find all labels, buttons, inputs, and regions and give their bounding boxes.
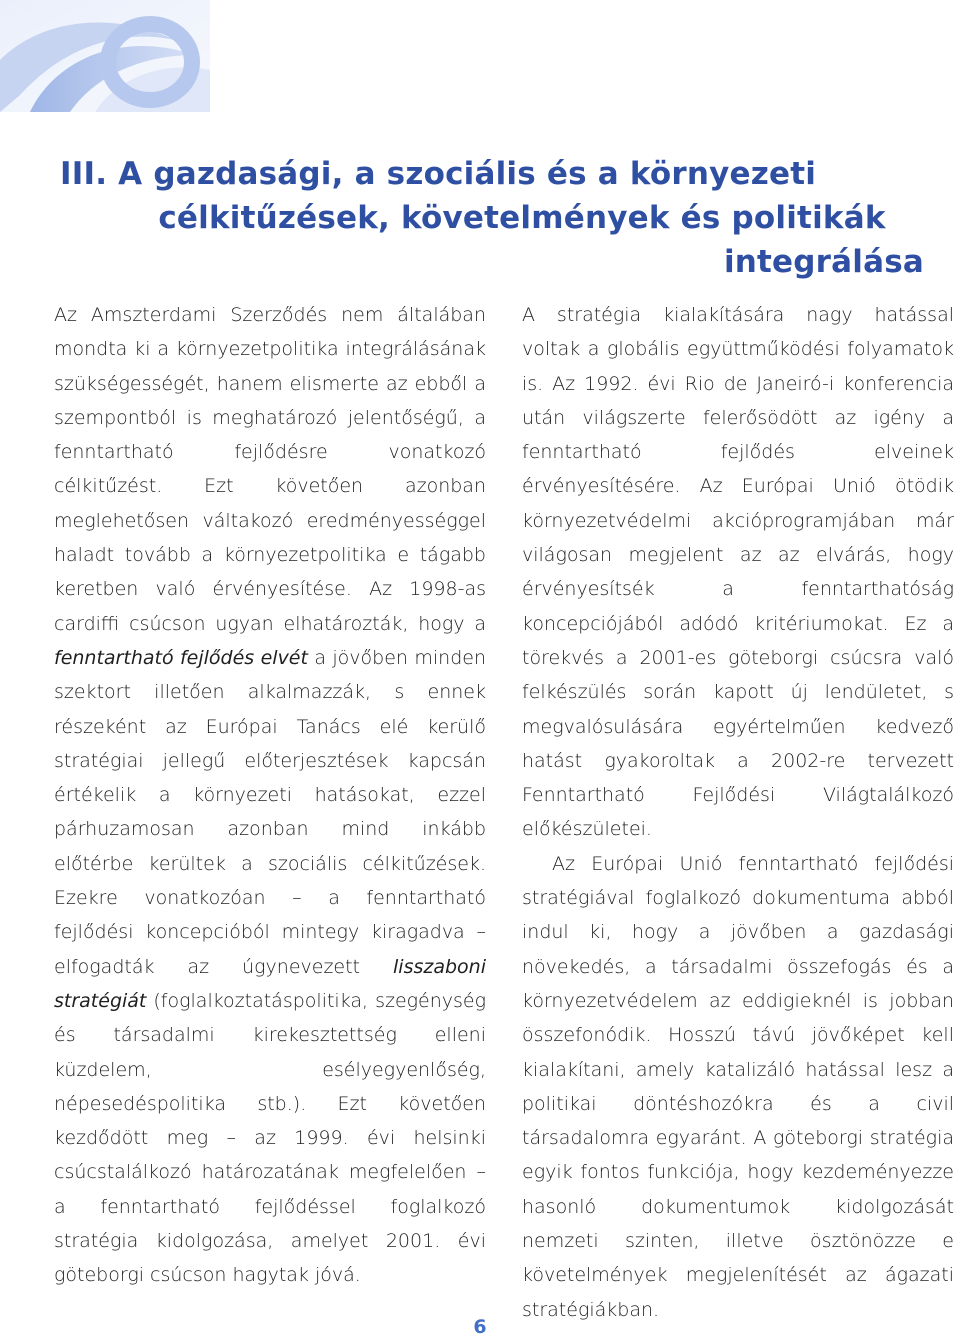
- left-text-column: [54, 298, 486, 1293]
- left-paragraph-1-part-b: a jövőben minden szektort illetően alkalmazzák, s ennek részeként az Európai Tanács elé kerülő stratégiai jellegű előterjesztések kapcsán értékelik a környezeti hatásokat, ezzel párhuzamosan azonban mind inkább előtérbe kerültek a szociális célkitűzések. Ezekre vonatkozóan – a fenntartható fejlődési koncepcióból mintegy kiragadva – elfogadták az úgynevezett: [54, 646, 486, 978]
- emphasis-lisbon-strategy: lisszaboni stratégiát: [54, 955, 486, 1012]
- left-paragraph-1-part-a: Az Amszterdami Szerződés nem általában mondta ki a környezetpolitika integrálásának szükségességét, hanem elismerte az ebből a szempontból is meghatározó jelentőségű, a fenntartható fejlődésre vonatkozó célkitűzést. Ezt követően azonban meglehetősen váltakozó eredményességgel haladt tovább a környezetpolitika e tágabb keretben való érvényesítése. Az 1998-as cardiffi csúcson ugyan elhatározták, hogy a: [54, 304, 486, 635]
- page-number: 6: [473, 1316, 487, 1338]
- heading-line-2: célkitűzések, követelmények és politikák: [158, 200, 886, 236]
- right-paragraph-1: A stratégia kialakítására nagy hatással voltak a globális együttműködési folyamatok is. Az 1992. évi Rio de Janeiró-i konferencia után világszerte felerősödött az igény a fenntartható fejlődés elveinek érvényesítésére. Az Európai Unió ötödik környezetvédelmi akcióprogramjában már világosan megjelent az az elvárás, hogy érvényesítsék a fenntarthatóság koncepciójából adódó kritériumokat. Ez a törekvés a 2001-es göteborgi csúcsra való felkészülés során kapott új lendületet, s megvalósulására egyértelműen kedvező hatást gyakoroltak a 2002-re tervezett Fenntartható Fejlődési Világtalálkozó előkészületei.: [522, 304, 954, 841]
- emphasis-sustainable-development-principle: fenntartható fejlődés elvét: [54, 646, 308, 669]
- left-paragraph-1-part-c: (foglalkoztatáspolitika, szegénység és társadalmi kirekesztettség elleni küzdelem, esélyegyenlőség, népesedéspolitika stb.). Ezt követően kezdődött meg – az 1999. évi helsinki csúcstalálkozó határozatának megfelelően – a fenntartható fejlődéssel foglalkozó stratégia kidolgozása, amelyet 2001. évi göteborgi csúcson hagytak jóvá.: [54, 989, 486, 1287]
- left-paragraph-1: [54, 298, 486, 1293]
- logo-swoosh-graphic: [0, 0, 210, 112]
- right-text-column: [522, 298, 954, 1327]
- heading-line-3: integrálása: [723, 244, 924, 280]
- heading-line-1: III. A gazdasági, a szociális és a környezeti: [60, 156, 817, 192]
- section-heading: [60, 152, 944, 284]
- right-paragraph-2: Az Európai Unió fenntartható fejlődési stratégiával foglalkozó dokumentuma abból indul ki, hogy a jövőben a gazdasági növekedés, a társadalmi összefogás és a környezetvédelem az eddigieknél is jobban összefonódik. Hosszú távú jövőképet kell kialakítani, amely katalizáló hatással lesz a politikai döntéshozókra és a civil társadalomra egyaránt. A göteborgi stratégia egyik fontos funkciója, hogy kezdeményezze hasonló dokumentumok kidolgozását nemzeti szinten, illetve ösztönözze e követelmények megjelenítését az ágazati stratégiákban.: [522, 852, 954, 1321]
